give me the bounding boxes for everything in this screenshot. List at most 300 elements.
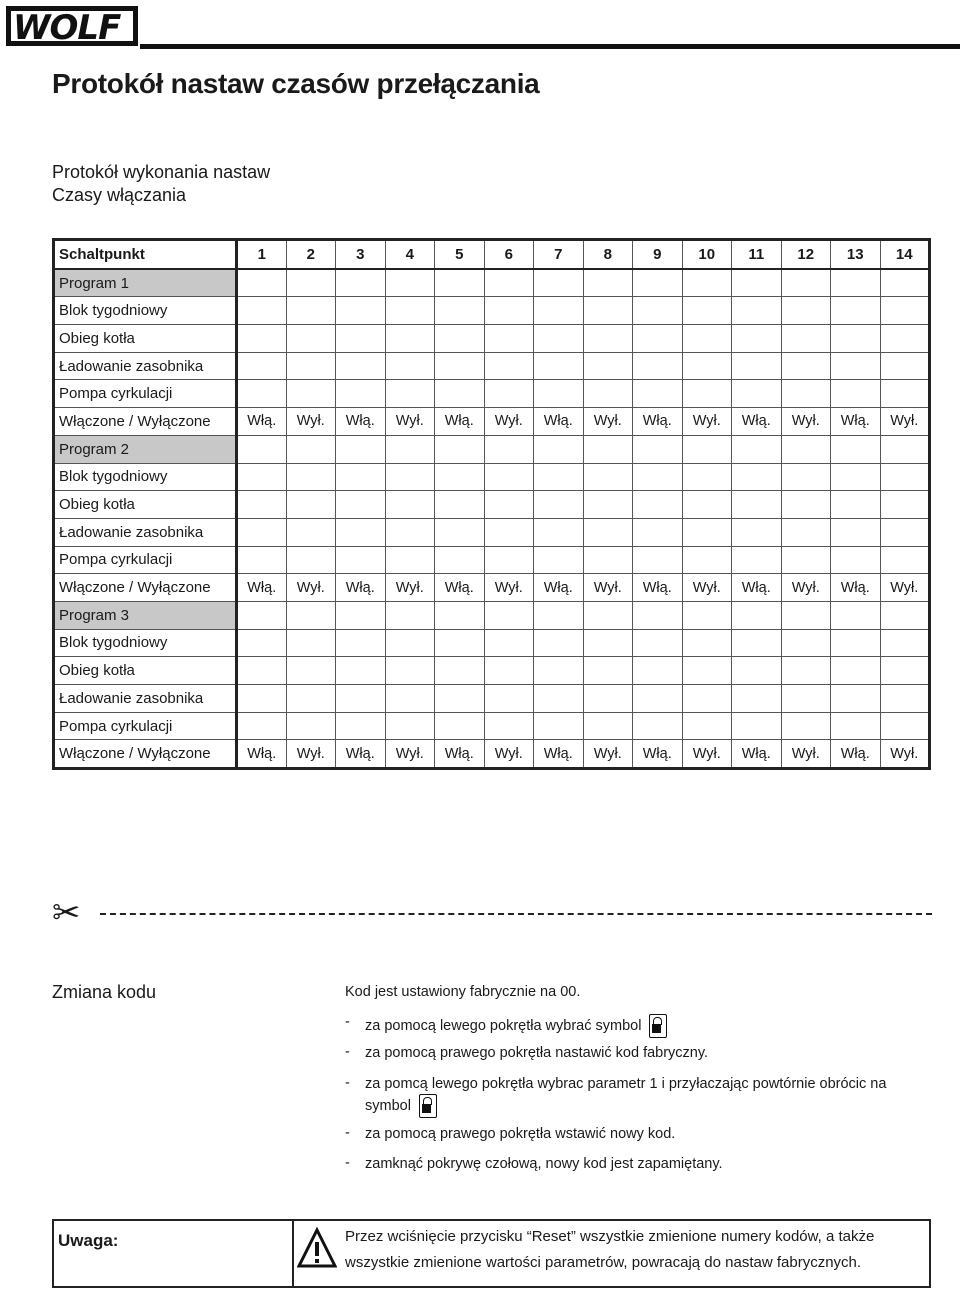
entry-cell[interactable] [484, 269, 534, 297]
entry-cell[interactable] [435, 712, 485, 740]
entry-cell[interactable] [682, 491, 732, 519]
entry-cell[interactable] [336, 491, 386, 519]
entry-cell[interactable] [336, 380, 386, 408]
entry-cell[interactable] [484, 325, 534, 353]
entry-cell[interactable] [385, 601, 435, 629]
off-label: Wył. [583, 574, 633, 602]
entry-cell[interactable] [781, 685, 831, 713]
entry-cell[interactable] [583, 518, 633, 546]
entry-cell[interactable] [682, 297, 732, 325]
on-label: Włą. [336, 408, 386, 436]
entry-cell[interactable] [880, 685, 930, 713]
entry-cell[interactable] [385, 435, 435, 463]
entry-cell[interactable] [831, 491, 881, 519]
entry-cell[interactable] [534, 297, 584, 325]
on-label: Włą. [732, 740, 782, 769]
entry-cell[interactable] [633, 269, 683, 297]
entry-cell[interactable] [831, 269, 881, 297]
entry-cell[interactable] [583, 352, 633, 380]
onoff-row [54, 408, 930, 436]
entry-cell[interactable] [633, 297, 683, 325]
cut-line [100, 913, 932, 915]
entry-cell[interactable] [732, 435, 782, 463]
entry-cell[interactable] [435, 352, 485, 380]
off-label: Wył. [385, 574, 435, 602]
entry-cell[interactable] [583, 629, 633, 657]
table-row [54, 491, 930, 519]
warning-icon [297, 1226, 337, 1270]
entry-cell[interactable] [237, 352, 287, 380]
entry-cell[interactable] [435, 491, 485, 519]
entry-cell[interactable] [633, 380, 683, 408]
entry-cell[interactable] [484, 601, 534, 629]
entry-cell[interactable] [385, 380, 435, 408]
entry-cell[interactable] [484, 712, 534, 740]
off-label: Wył. [286, 408, 336, 436]
entry-cell[interactable] [286, 352, 336, 380]
on-label: Włą. [633, 740, 683, 769]
program-label: Program 1 [54, 269, 237, 297]
entry-cell[interactable] [435, 629, 485, 657]
entry-cell[interactable] [435, 685, 485, 713]
entry-cell[interactable] [336, 297, 386, 325]
entry-cell[interactable] [633, 325, 683, 353]
entry-cell[interactable] [237, 712, 287, 740]
entry-cell[interactable] [732, 269, 782, 297]
entry-cell[interactable] [732, 629, 782, 657]
entry-cell[interactable] [336, 269, 386, 297]
entry-cell[interactable] [831, 380, 881, 408]
column-header: 6 [484, 240, 534, 269]
entry-cell[interactable] [237, 491, 287, 519]
switching-times-table [52, 238, 931, 770]
entry-cell[interactable] [534, 491, 584, 519]
row-label: Ładowanie zasobnika [54, 685, 237, 713]
entry-cell[interactable] [237, 435, 287, 463]
entry-cell[interactable] [633, 491, 683, 519]
entry-cell[interactable] [534, 380, 584, 408]
scissors-icon: ✂ [52, 894, 81, 932]
entry-cell[interactable] [484, 435, 534, 463]
wolf-logo [6, 6, 138, 46]
note-box [52, 1219, 931, 1288]
entry-cell[interactable] [682, 546, 732, 574]
program-label: Program 3 [54, 601, 237, 629]
entry-cell[interactable] [682, 685, 732, 713]
lock-icon [649, 1014, 667, 1038]
entry-cell[interactable] [831, 325, 881, 353]
entry-cell[interactable] [286, 269, 336, 297]
on-label: Włą. [732, 574, 782, 602]
entry-cell[interactable] [781, 269, 831, 297]
column-header: 8 [583, 240, 633, 269]
entry-cell[interactable] [237, 463, 287, 491]
subtitle-protocol: Protokół wykonania nastaw [52, 162, 271, 182]
program-row [54, 435, 930, 463]
table-row [54, 463, 930, 491]
entry-cell[interactable] [831, 629, 881, 657]
entry-cell[interactable] [286, 491, 336, 519]
on-label: Włą. [831, 740, 881, 769]
entry-cell[interactable] [385, 352, 435, 380]
entry-cell[interactable] [583, 463, 633, 491]
entry-cell[interactable] [534, 352, 584, 380]
table-row [54, 712, 930, 740]
entry-cell[interactable] [732, 463, 782, 491]
entry-cell[interactable] [435, 657, 485, 685]
entry-cell[interactable] [534, 657, 584, 685]
entry-cell[interactable] [435, 435, 485, 463]
entry-cell[interactable] [237, 518, 287, 546]
entry-cell[interactable] [880, 463, 930, 491]
row-label: Pompa cyrkulacji [54, 712, 237, 740]
entry-cell[interactable] [781, 657, 831, 685]
entry-cell[interactable] [781, 297, 831, 325]
entry-cell[interactable] [880, 601, 930, 629]
entry-cell[interactable] [633, 546, 683, 574]
table-row [54, 685, 930, 713]
entry-cell[interactable] [237, 685, 287, 713]
entry-cell[interactable] [336, 463, 386, 491]
entry-cell[interactable] [435, 297, 485, 325]
entry-cell[interactable] [583, 657, 633, 685]
entry-cell[interactable] [336, 518, 386, 546]
page-title: Protokół nastaw czasów przełączania [52, 68, 540, 99]
column-header: 5 [435, 240, 485, 269]
entry-cell[interactable] [435, 380, 485, 408]
entry-cell[interactable] [286, 601, 336, 629]
entry-cell[interactable] [732, 352, 782, 380]
entry-cell[interactable] [286, 380, 336, 408]
row-label: Ładowanie zasobnika [54, 518, 237, 546]
entry-cell[interactable] [732, 297, 782, 325]
column-header: 9 [633, 240, 683, 269]
entry-cell[interactable] [484, 491, 534, 519]
entry-cell[interactable] [682, 269, 732, 297]
entry-cell[interactable] [336, 712, 386, 740]
entry-cell[interactable] [534, 629, 584, 657]
entry-cell[interactable] [286, 435, 336, 463]
entry-cell[interactable] [385, 685, 435, 713]
column-header: 2 [286, 240, 336, 269]
entry-cell[interactable] [732, 491, 782, 519]
on-label: Włą. [237, 408, 287, 436]
entry-cell[interactable] [237, 629, 287, 657]
entry-cell[interactable] [781, 352, 831, 380]
entry-cell[interactable] [682, 325, 732, 353]
entry-cell[interactable] [682, 629, 732, 657]
entry-cell[interactable] [732, 712, 782, 740]
on-label: Włą. [435, 408, 485, 436]
entry-cell[interactable] [732, 518, 782, 546]
note-divider [292, 1221, 294, 1286]
on-label: Włą. [336, 574, 386, 602]
entry-cell[interactable] [781, 380, 831, 408]
entry-cell[interactable] [336, 352, 386, 380]
entry-cell[interactable] [286, 463, 336, 491]
entry-cell[interactable] [286, 685, 336, 713]
table-row [54, 546, 930, 574]
entry-cell[interactable] [286, 629, 336, 657]
entry-cell[interactable] [237, 325, 287, 353]
entry-cell[interactable] [385, 491, 435, 519]
entry-cell[interactable] [880, 712, 930, 740]
entry-cell[interactable] [534, 269, 584, 297]
entry-cell[interactable] [237, 546, 287, 574]
entry-cell[interactable] [583, 325, 633, 353]
entry-cell[interactable] [336, 546, 386, 574]
logo-text: WOLF [13, 8, 121, 48]
entry-cell[interactable] [237, 601, 287, 629]
entry-cell[interactable] [484, 463, 534, 491]
table-row [54, 380, 930, 408]
off-label: Wył. [880, 574, 930, 602]
row-label: Ładowanie zasobnika [54, 352, 237, 380]
row-label: Pompa cyrkulacji [54, 380, 237, 408]
entry-cell[interactable] [682, 657, 732, 685]
table-row [54, 518, 930, 546]
entry-cell[interactable] [583, 491, 633, 519]
entry-cell[interactable] [534, 712, 584, 740]
entry-cell[interactable] [633, 685, 683, 713]
onoff-row [54, 740, 930, 769]
entry-cell[interactable] [831, 352, 881, 380]
entry-cell[interactable] [385, 657, 435, 685]
entry-cell[interactable] [880, 657, 930, 685]
entry-cell[interactable] [385, 518, 435, 546]
entry-cell[interactable] [732, 325, 782, 353]
entry-cell[interactable] [682, 352, 732, 380]
entry-cell[interactable] [633, 629, 683, 657]
entry-cell[interactable] [781, 435, 831, 463]
entry-cell[interactable] [831, 685, 881, 713]
entry-cell[interactable] [484, 657, 534, 685]
on-label: Włą. [633, 574, 683, 602]
row-label: Obieg kotła [54, 325, 237, 353]
entry-cell[interactable] [484, 685, 534, 713]
entry-cell[interactable] [880, 380, 930, 408]
on-label: Włą. [336, 740, 386, 769]
entry-cell[interactable] [385, 325, 435, 353]
entry-cell[interactable] [385, 297, 435, 325]
entry-cell[interactable] [880, 435, 930, 463]
entry-cell[interactable] [633, 352, 683, 380]
entry-cell[interactable] [831, 601, 881, 629]
entry-cell[interactable] [781, 325, 831, 353]
entry-cell[interactable] [237, 657, 287, 685]
dash: - [345, 1155, 350, 1171]
onoff-row-label: Włączone / Wyłączone [54, 740, 237, 769]
entry-cell[interactable] [781, 629, 831, 657]
entry-cell[interactable] [831, 463, 881, 491]
entry-cell[interactable] [484, 380, 534, 408]
onoff-row-label: Włączone / Wyłączone [54, 408, 237, 436]
dash: - [345, 1044, 350, 1060]
entry-cell[interactable] [583, 601, 633, 629]
entry-cell[interactable] [237, 269, 287, 297]
entry-cell[interactable] [435, 269, 485, 297]
entry-cell[interactable] [286, 657, 336, 685]
entry-cell[interactable] [880, 546, 930, 574]
entry-cell[interactable] [682, 601, 732, 629]
entry-cell[interactable] [880, 352, 930, 380]
entry-cell[interactable] [435, 601, 485, 629]
on-label: Włą. [534, 574, 584, 602]
table-row [54, 629, 930, 657]
entry-cell[interactable] [534, 435, 584, 463]
entry-cell[interactable] [534, 518, 584, 546]
entry-cell[interactable] [286, 297, 336, 325]
program-label: Program 2 [54, 435, 237, 463]
entry-cell[interactable] [781, 491, 831, 519]
entry-cell[interactable] [336, 325, 386, 353]
entry-cell[interactable] [336, 657, 386, 685]
entry-cell[interactable] [732, 546, 782, 574]
on-label: Włą. [831, 408, 881, 436]
row-label: Blok tygodniowy [54, 629, 237, 657]
entry-cell[interactable] [633, 657, 683, 685]
table-row [54, 352, 930, 380]
entry-cell[interactable] [682, 463, 732, 491]
entry-cell[interactable] [286, 518, 336, 546]
entry-cell[interactable] [484, 518, 534, 546]
entry-cell[interactable] [880, 491, 930, 519]
entry-cell[interactable] [880, 269, 930, 297]
off-label: Wył. [682, 574, 732, 602]
entry-cell[interactable] [385, 712, 435, 740]
entry-cell[interactable] [633, 601, 683, 629]
entry-cell[interactable] [484, 629, 534, 657]
entry-cell[interactable] [583, 269, 633, 297]
column-header: 12 [781, 240, 831, 269]
off-label: Wył. [484, 408, 534, 436]
entry-cell[interactable] [484, 297, 534, 325]
entry-cell[interactable] [286, 712, 336, 740]
row-label: Blok tygodniowy [54, 297, 237, 325]
program-row [54, 601, 930, 629]
entry-cell[interactable] [583, 435, 633, 463]
off-label: Wył. [682, 740, 732, 769]
entry-cell[interactable] [583, 297, 633, 325]
entry-cell[interactable] [732, 380, 782, 408]
entry-cell[interactable] [732, 601, 782, 629]
entry-cell[interactable] [781, 601, 831, 629]
entry-cell[interactable] [534, 546, 584, 574]
entry-cell[interactable] [880, 518, 930, 546]
entry-cell[interactable] [435, 546, 485, 574]
entry-cell[interactable] [435, 463, 485, 491]
entry-cell[interactable] [831, 546, 881, 574]
entry-cell[interactable] [583, 380, 633, 408]
entry-cell[interactable] [534, 601, 584, 629]
header-schaltpunkt: Schaltpunkt [54, 240, 237, 269]
code-step-text: zamknąć pokrywę czołową, nowy kod jest zapamiętany. [365, 1156, 723, 1172]
column-header: 3 [336, 240, 386, 269]
entry-cell[interactable] [732, 685, 782, 713]
entry-cell[interactable] [385, 629, 435, 657]
code-step-text: za pomocą prawego pokrętła wstawić nowy kod. [365, 1126, 676, 1142]
entry-cell[interactable] [682, 712, 732, 740]
header-rule [140, 44, 960, 49]
entry-cell[interactable] [633, 463, 683, 491]
entry-cell[interactable] [385, 269, 435, 297]
entry-cell[interactable] [336, 685, 386, 713]
entry-cell[interactable] [237, 297, 287, 325]
entry-cell[interactable] [831, 712, 881, 740]
entry-cell[interactable] [583, 712, 633, 740]
off-label: Wył. [385, 740, 435, 769]
entry-cell[interactable] [682, 380, 732, 408]
on-label: Włą. [732, 408, 782, 436]
off-label: Wył. [583, 408, 633, 436]
entry-cell[interactable] [336, 629, 386, 657]
entry-cell[interactable] [583, 685, 633, 713]
entry-cell[interactable] [286, 325, 336, 353]
entry-cell[interactable] [880, 629, 930, 657]
entry-cell[interactable] [682, 435, 732, 463]
off-label: Wył. [781, 740, 831, 769]
entry-cell[interactable] [633, 712, 683, 740]
subtitle-times: Czasy włączania [52, 185, 187, 205]
on-label: Włą. [534, 740, 584, 769]
entry-cell[interactable] [336, 601, 386, 629]
off-label: Wył. [781, 574, 831, 602]
entry-cell[interactable] [534, 685, 584, 713]
entry-cell[interactable] [781, 546, 831, 574]
entry-cell[interactable] [682, 518, 732, 546]
entry-cell[interactable] [286, 546, 336, 574]
entry-cell[interactable] [781, 712, 831, 740]
on-label: Włą. [435, 574, 485, 602]
entry-cell[interactable] [385, 463, 435, 491]
entry-cell[interactable] [633, 518, 683, 546]
dash: - [345, 1075, 350, 1091]
entry-cell[interactable] [732, 657, 782, 685]
entry-cell[interactable] [831, 297, 881, 325]
code-step-text: za pomocą prawego pokrętła nastawić kod fabryczny. [365, 1045, 709, 1061]
entry-cell[interactable] [385, 546, 435, 574]
entry-cell[interactable] [435, 325, 485, 353]
entry-cell[interactable] [484, 352, 534, 380]
entry-cell[interactable] [583, 546, 633, 574]
entry-cell[interactable] [781, 463, 831, 491]
row-label: Blok tygodniowy [54, 463, 237, 491]
entry-cell[interactable] [435, 518, 485, 546]
lock-icon [419, 1094, 437, 1118]
off-label: Wył. [880, 408, 930, 436]
entry-cell[interactable] [781, 518, 831, 546]
entry-cell[interactable] [880, 297, 930, 325]
row-label: Obieg kotła [54, 491, 237, 519]
entry-cell[interactable] [831, 657, 881, 685]
on-label: Włą. [435, 740, 485, 769]
note-label: Uwaga: [58, 1231, 119, 1250]
entry-cell[interactable] [880, 325, 930, 353]
entry-cell[interactable] [534, 463, 584, 491]
entry-cell[interactable] [336, 435, 386, 463]
onoff-row-label: Włączone / Wyłączone [54, 574, 237, 602]
off-label: Wył. [385, 408, 435, 436]
entry-cell[interactable] [831, 518, 881, 546]
off-label: Wył. [682, 408, 732, 436]
entry-cell[interactable] [831, 435, 881, 463]
entry-cell[interactable] [237, 380, 287, 408]
on-label: Włą. [534, 408, 584, 436]
entry-cell[interactable] [534, 325, 584, 353]
table-row [54, 325, 930, 353]
entry-cell[interactable] [633, 435, 683, 463]
entry-cell[interactable] [484, 546, 534, 574]
